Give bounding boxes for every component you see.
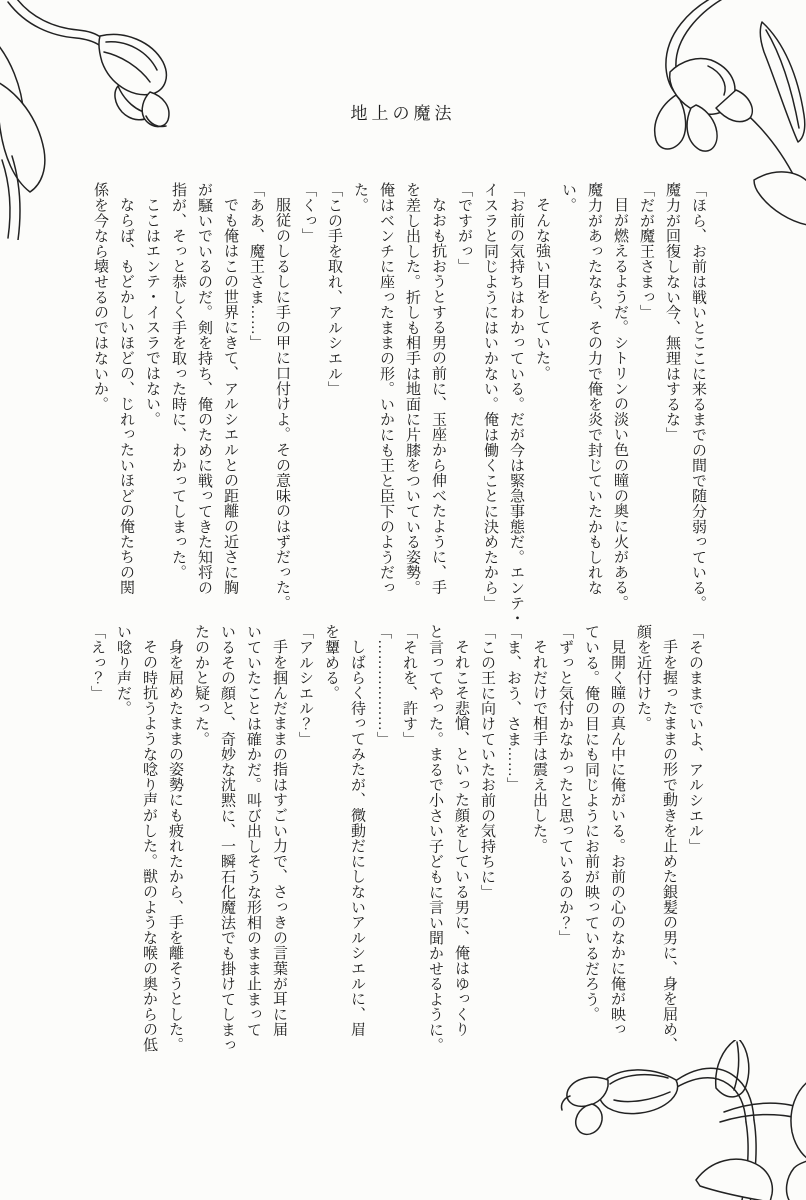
text-line: 「この手を取れ、アルシエル」 bbox=[326, 182, 342, 397]
text-line: 魔力があったなら、その力で俺を炎で封じていたかもしれな bbox=[586, 182, 602, 596]
text-line: 見開く瞳の真ん中に俺がいる。お前の心のなかに俺が映っ bbox=[609, 639, 625, 1037]
text-line: 「ああ、魔王さま……」 bbox=[248, 182, 264, 351]
text-line: 「ま、おう、さま……」 bbox=[505, 624, 521, 793]
text-line: 顔を近付けた。 bbox=[635, 624, 651, 732]
text-line: 「ですがっ」 bbox=[456, 182, 472, 274]
text-line: 身を屈めたままの姿勢にも疲れたから、手を離そうとした。 bbox=[167, 639, 183, 1053]
text-line: ならば、もどかしいほどの、じれったいほどの俺たちの関 bbox=[118, 197, 134, 595]
text-line: を顰める。 bbox=[323, 624, 339, 701]
text-line: が騒いでいるのだ。剣を持ち、俺のために戦ってきた知将の bbox=[196, 182, 212, 596]
page-title: 地上の魔法 bbox=[350, 104, 456, 123]
text-line: しばらく待ってみたが、微動だにしないアルシエルに、眉 bbox=[349, 639, 365, 1037]
text-line: 「この王に向けていたお前の気持ちに」 bbox=[479, 624, 495, 900]
text-line: いるその顔と、奇妙な沈黙に、一瞬石化魔法でも掛けてしまっ bbox=[219, 624, 235, 1053]
text-line: それだけで相手は震え出した。 bbox=[531, 639, 547, 854]
text-line: 服従のしるしに手の甲に口付けよ。その意味のはずだった。 bbox=[274, 197, 290, 611]
text-line: を差し出した。折しも相手は地面に片膝をついている姿勢。 bbox=[404, 182, 420, 596]
text-line: 目が燃えるようだ。シトリンの淡い色の瞳の奥に火がある。 bbox=[612, 197, 628, 611]
text-line: 「ずっと気付かなかったと思っているのか？」 bbox=[557, 624, 573, 946]
text-line: 指が、そっと恭しく手を取った時に、わかってしまった。 bbox=[170, 182, 186, 580]
text-line: でも俺はこの世界にきて、アルシエルとの距離の近さに胸 bbox=[222, 197, 238, 595]
text-line: その時抗うような唸り声がした。獣のような喉の奥からの低 bbox=[141, 639, 157, 1053]
text-block-upper bbox=[83, 182, 711, 628]
text-line: 俺はベンチに座ったままの形。いかにも王と臣下のようだっ bbox=[378, 182, 394, 596]
text-line: イスラと同じようにはいかない。俺は働くことに決めたから」 bbox=[482, 182, 498, 611]
text-line: ている。俺の目にも同じようにお前が映っているだろう。 bbox=[583, 624, 599, 1022]
text-line: い。 bbox=[560, 182, 576, 213]
text-line: それこそ悲愴、といった顔をしている男に、俺はゆっくり bbox=[453, 639, 469, 1037]
text-line: 「お前の気持ちはわかっている。だが今は緊急事態だ。エンテ・ bbox=[508, 182, 524, 626]
text-line: 係を今なら壊せるのではないか。 bbox=[92, 182, 108, 412]
text-line: たのかと疑った。 bbox=[193, 624, 209, 747]
text-line: ここはエンテ・イスラではない。 bbox=[144, 197, 160, 427]
text-line: 「くっ」 bbox=[300, 182, 316, 244]
text-line: 「それを、許す」 bbox=[401, 624, 417, 747]
text-line: 手を握ったままの形で動きを止めた銀髪の男に、身を屈め、 bbox=[661, 639, 677, 1053]
text-line: 手を掴んだままの指はすごい力で、さっきの言葉が耳に届 bbox=[271, 639, 287, 1037]
text-line: と言ってやった。まるで小さい子どもに言い聞かせるように。 bbox=[427, 624, 443, 1053]
text-line: 「そのままでいよ、アルシエル」 bbox=[687, 624, 703, 854]
text-line: 「だが魔王さまっ」 bbox=[638, 182, 654, 320]
text-block-lower bbox=[80, 624, 708, 1070]
text-line: 「えっ？」 bbox=[89, 624, 105, 701]
text-line: い唸り声だ。 bbox=[115, 624, 131, 716]
text-line: いていたことは確かだ。叫び出しそうな形相のまま止まって bbox=[245, 624, 261, 1038]
text-line: 「アルシエル？」 bbox=[297, 624, 313, 747]
text-line: た。 bbox=[352, 182, 368, 213]
text-line: そんな強い目をしていた。 bbox=[534, 197, 550, 381]
text-line: 「………………」 bbox=[375, 624, 391, 747]
text-line: 「ほら、お前は戦いとここに来るまでの間で随分弱っている。 bbox=[690, 182, 706, 611]
text-line: なおも抗おうとする男の前に、玉座から伸べたように、手 bbox=[430, 197, 446, 595]
text-line: 魔力が回復しない今、無理はするな」 bbox=[664, 182, 680, 443]
